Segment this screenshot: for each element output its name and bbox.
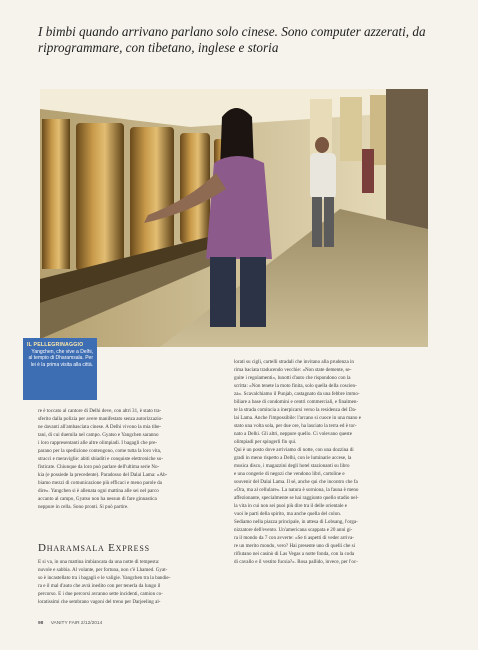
headline: I bimbi quando arrivano parlano solo cinese. Sono computer azzerati, da riprogrammare, con tibetano, inglese e storia [38,24,426,55]
caption-text: Yangchen, che vive a Delhi, al tempio di Dharamsala. Per lei è la prima visita alla città. [28,349,93,368]
body-column-left-top: re è toccato al cantore di Delhi deve, con altri 31, è stato tra- sferito dalla polizia per avere manifestato senza autorizzazio- ne davanti all'ambasciata cinese. A Delhi vivono la mia tibe- tani, di cui duemila nel campo. Gyatso e Yangchen saranno i loro rappresentanti alle altre olimpiadi. I bagagli che pre- parano per la spedizione contengono, come tutta la loro vita, stracci e meraviglie: abiti sbiaditi e conquiste elettroniche so- fisticate. Chiunque da loro può parlare dell'ultima serie No- kia (e possiede la precedente). Paradosso del Dalai Lama: «Ab- biamo mezzi di comunicazione più efficaci e meno parole da dire». Yangchen si è allenata ogni mattina alle sei nel parco accanto al campo, Gyatso non ha nessun di fare ginnastica neppure in cella. Sono pronti. Si può partire. [38,408,168,510]
page-number: 98 [38,621,44,626]
page-footer [38,621,102,626]
body-column-left-bottom: E si va, in una mattina imbiancata da una notte di tempesta: nuvole e sabbia. Al volante, per fortuna, non c'è Lhamed. Gyat- so è incastellato tra i bagagli e le valigie. Yangchen tra la bandie- ra e il mal d'auto che avrà inedito con per tenerla da lungo il percorso. E i due percorsi avranno sette incidenti, camion co- loratissimi che sembrano vagoni del treno per Darjeeling al- [38,559,171,605]
photo-caption [23,338,97,400]
publication-name: VANITY FAIR 2/12/2014 [50,621,103,626]
body-column-right: lorati su cigli, cartelli stradali che invitano alla prudenza in rima baciata traducendo vecchie: «Non state demente, se- guite i regolamenti», lunotti d'auto che rispondono con la scritta: «Non tenete la moto finita, solo quella della coscien- za». Scavalchiamo il Punjab, castagnato da una febbre immo- biliare a base di condomini e centri commerciali, e finalmen- te la strada comincia a inerpicarsi verso la residenza del Da- lai Lama. Anche l'impossibile: l'arcano si cuoce in una mano e stato una volta sola, per due ore, ha lasciato la terra ed è tor- nato a Delhi. Gli altri, neppure quello. Ci volevano queste olimpiadi per spingerli fin qui. Qui è un posto dove arriviamo di notte, con una dozzina di gradi in meno rispetto a Delhi, con le luminarie accese, la musica disco, i magazzini degli hotel stazionanti su libro e una congerie di negozi che vendono libri, cartoline e souvenir del Dalai Lama. Il sé, anche qui che incontro che fa «Ora, ma al cellulare». La natura è sorniona, la fauna è meno affezionante, specialmente se hai raggiunto quello stadio nel- la vita in cui non sei puoi più dire tra il delle orientale e vuoi le parti della spirito, ma anche quella del colon. Sediamo nella piazza principale, in attesa di Lobsang, l'orga- nizzatore dell'evento. Un'americana scappata e 20 anni gi- ra il mondo da 7 con avverte: «Se ti aspetti di veder arriva- re un merito mondo, vero? Hai presente uno di quelli che si rifiutano nei casinò di Las Vegas a notte fonda, con la coda di cavallo e il vestito fucsia?». Rosa pallido, invece, per l'oc- [234,359,362,565]
section-heading: Dharamsala Express [38,542,150,554]
photo-prayer-wheels [40,89,428,347]
caption-title: IL PELLEGRINAGGIO [27,342,84,348]
